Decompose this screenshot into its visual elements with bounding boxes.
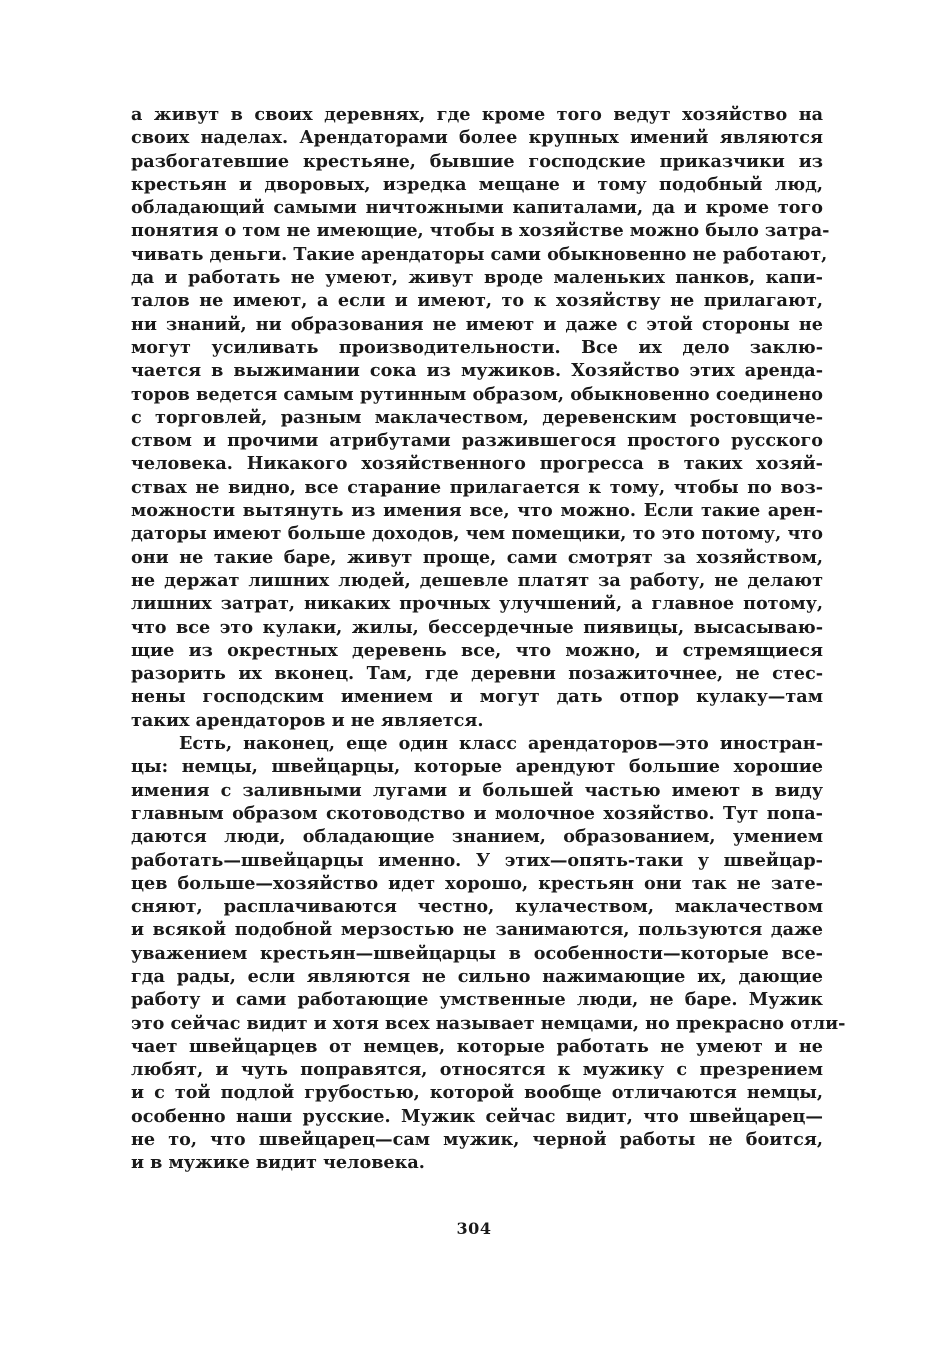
text-line: с торговлей, разным маклачеством, деревенским ростовщиче- [131,406,823,428]
text-line: сняют, расплачиваются честно, кулачеством, маклачеством [131,896,823,918]
text-line: ством и прочими атрибутами разжившегося простого русского [131,430,823,452]
text-line: разорить их вконец. Там, где деревни позажиточнее, не стес- [131,663,823,685]
text-line: это сейчас видит и хотя всех называет немцами, но прекрасно отли- [131,1012,846,1034]
text-line: человека. Никакого хозяйственного прогресса в таких хозяй- [131,453,823,475]
text-line: не то, что швейцарец—сам мужик, черной работы не боится, [131,1129,823,1151]
text-line: что все это кулаки, жилы, бессердечные пиявицы, высасываю- [131,616,823,638]
text-line: цев больше—хозяйство идет хорошо, крестьян они так не зате- [131,872,823,894]
text-line: уважением крестьян—швейцарцы в особенности—которые все- [131,942,823,964]
text-line: могут усиливать производительности. Все их дело заклю- [131,336,823,358]
text-line: и с той подлой грубостью, которой вообще отличаются немцы, [131,1082,823,1104]
text-line: торов ведется самым рутинным образом, обыкновенно соединено [131,383,823,405]
text-line: работать—швейцарцы именно. У этих—опять-таки у швейцар- [131,849,823,871]
text-line: нены господским имением и могут дать отпор кулаку—там [131,686,823,708]
text-line: особенно наши русские. Мужик сейчас видит, что швейцарец— [131,1105,823,1127]
text-line: ни знаний, ни образования не имеют и даже с этой стороны не [131,313,823,335]
text-line: не держат лишних людей, дешевле платят за работу, не делают [131,569,823,591]
text-line: цы: немцы, швейцарцы, которые арендуют большие хорошие [131,756,823,778]
text-line: обладающий самыми ничтожными капиталами, да и кроме того [131,197,823,219]
text-line: можности вытянуть из имения все, что можно. Если такие арен- [131,500,823,522]
page-number: 304 [456,1219,492,1238]
text-line: гда рады, если являются не сильно нажимающие их, дающие [131,965,823,987]
text-line: и всякой подобной мерзостью не занимаются, пользуются даже [131,919,823,941]
text-line: даются люди, обладающие знанием, образованием, умением [131,826,823,848]
text-line: да и работать не умеют, живут вроде маленьких панков, капи- [131,267,823,289]
text-line: даторы имеют больше доходов, чем помещики, то это потому, что [131,523,823,545]
text-line: чивать деньги. Такие арендаторы сами обыкновенно не работают, [131,243,828,265]
text-line: щие из окрестных деревень все, что можно, и стремящиеся [131,639,823,661]
text-line: они не такие баре, живут проще, сами смотрят за хозяйством, [131,546,823,568]
text-line: чает швейцарцев от немцев, которые работать не умеют и не [131,1035,823,1057]
text-line: ствах не видно, все старание прилагается к тому, чтобы по воз- [131,476,823,498]
text-line: лишних затрат, никаких прочных улучшений, а главное потому, [131,593,823,615]
text-line: разбогатевшие крестьяне, бывшие господские приказчики из [131,150,823,172]
text-line: своих наделах. Арендаторами более крупных имений являются [131,127,823,149]
text-line: главным образом скотоводство и молочное хозяйство. Тут попа- [131,802,823,824]
text-line: понятия о том не имеющие, чтобы в хозяйстве можно было затра- [131,220,830,242]
text-line: Есть, наконец, еще один класс арендаторов—это иностран- [179,733,823,755]
text-line: талов не имеют, а если и имеют, то к хозяйству не прилагают, [131,290,823,312]
text-line: любят, и чуть поправятся, относятся к мужику с презрением [131,1059,823,1081]
text-line: крестьян и дворовых, изредка мещане и тому подобный люд, [131,173,823,195]
text-line: а живут в своих деревнях, где кроме того ведут хозяйство на [131,104,823,125]
text-line: и в мужике видит человека. [131,1152,425,1174]
body-text [131,103,846,1175]
text-line: чается в выжимании сока из мужиков. Хозяйство этих аренда- [131,360,823,382]
text-line: имения с заливными лугами и большей частью имеют в виду [131,779,823,801]
text-line: таких арендаторов и не является. [131,709,484,731]
text-line: работу и сами работающие умственные люди, не баре. Мужик [131,989,823,1011]
